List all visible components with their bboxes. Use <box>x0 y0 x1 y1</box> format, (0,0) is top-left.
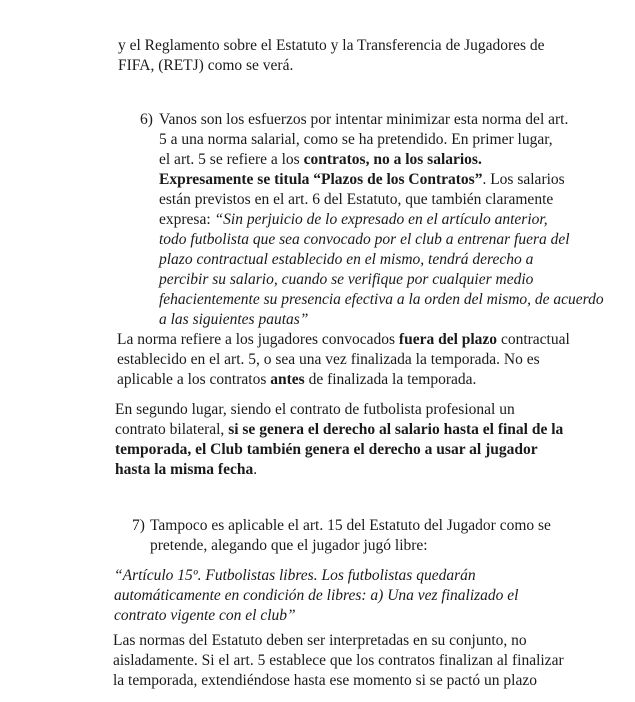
text-line <box>115 460 563 480</box>
text-run: expresa: <box>159 211 215 228</box>
quote-line: todo futbolista que sea convocado por el club a entrenar fuera del <box>159 231 570 248</box>
bold-run: si se genera el derecho al salario hasta el final de la <box>228 421 564 438</box>
text-line: y el Reglamento sobre el Estatuto y la Transferencia de Jugadores de <box>118 37 545 54</box>
item-7-paragraph <box>150 516 551 556</box>
quote-line: plazo contractual establecido en el mismo, tendrá derecho a <box>159 251 534 268</box>
text-line: aisladamente. Si el art. 5 establece que los contratos finalizan al finalizar <box>113 652 564 669</box>
text-line: la temporada, extendiéndose hasta ese momento si se pactó un plazo <box>113 672 537 689</box>
segundo-paragraph <box>115 400 563 480</box>
text-line: En segundo lugar, siendo el contrato de futbolista profesional un <box>115 401 515 418</box>
bold-run: hasta la misma fecha <box>115 461 254 478</box>
text-line <box>115 420 563 440</box>
text-line: pretende, alegando que el jugador jugó libre: <box>150 537 428 554</box>
text-run: el art. 5 se refiere a los <box>159 151 304 168</box>
quote-line: “Artículo 15º. Futbolistas libres. Los futbolistas quedarán <box>114 567 476 584</box>
bold-run: Expresamente se titula “Plazos de los Contratos” <box>159 171 483 188</box>
bold-run: antes <box>270 371 305 388</box>
norma-paragraph <box>117 330 570 390</box>
bold-run: contratos, no a los salarios. <box>303 151 482 168</box>
italic-run: “Sin perjuicio de lo expresado en el artículo anterior, <box>214 211 548 228</box>
quote-line: contrato vigente con el club” <box>114 607 296 624</box>
text-line: FIFA, (RETJ) como se verá. <box>118 57 294 74</box>
text-run: La norma refiere a los jugadores convocados <box>117 331 399 348</box>
text-line: Las normas del Estatuto deben ser interpretadas en su conjunto, no <box>113 632 527 649</box>
text-line <box>159 210 604 230</box>
text-run: . Los salarios <box>482 171 565 188</box>
final-paragraph <box>113 631 564 691</box>
item-6-paragraph <box>159 110 604 330</box>
text-line <box>117 330 570 350</box>
quote-line: fehacientemente su presencia efectiva a la orden del mismo, de acuerdo <box>159 291 604 308</box>
text-line: están previstos en el art. 6 del Estatuto, que también claramente <box>159 191 554 208</box>
text-line: Tampoco es aplicable el art. 15 del Estatuto del Jugador como se <box>150 517 551 534</box>
text-line <box>159 150 604 170</box>
quote-line: automáticamente en condición de libres: a) Una vez finalizado el <box>114 587 519 604</box>
item-number-6: 6) <box>140 111 153 128</box>
text-line: establecido en el art. 5, o sea una vez finalizada la temporada. No es <box>117 351 540 368</box>
text-run: aplicable a los contratos <box>117 371 271 388</box>
text-line: Vanos son los esfuerzos por intentar minimizar esta norma del art. <box>159 111 569 128</box>
text-run: . <box>253 461 258 478</box>
text-run: contractual <box>497 331 570 348</box>
text-run: contrato bilateral, <box>115 421 229 438</box>
intro-paragraph <box>118 36 545 76</box>
article-15-quote <box>114 566 519 626</box>
text-line <box>159 170 604 190</box>
bold-run: fuera del plazo <box>398 331 498 348</box>
item-number-7: 7) <box>132 517 145 534</box>
text-run: de finalizada la temporada. <box>304 371 477 388</box>
text-line: temporada, el Club también genera el derecho a usar al jugador <box>115 441 538 458</box>
text-line <box>117 370 570 390</box>
quote-line: percibir su salario, cuando se verifique por cualquier medio <box>159 271 534 288</box>
quote-line: a las siguientes pautas” <box>159 311 309 328</box>
text-line: 5 a una norma salarial, como se ha pretendido. En primer lugar, <box>159 131 553 148</box>
